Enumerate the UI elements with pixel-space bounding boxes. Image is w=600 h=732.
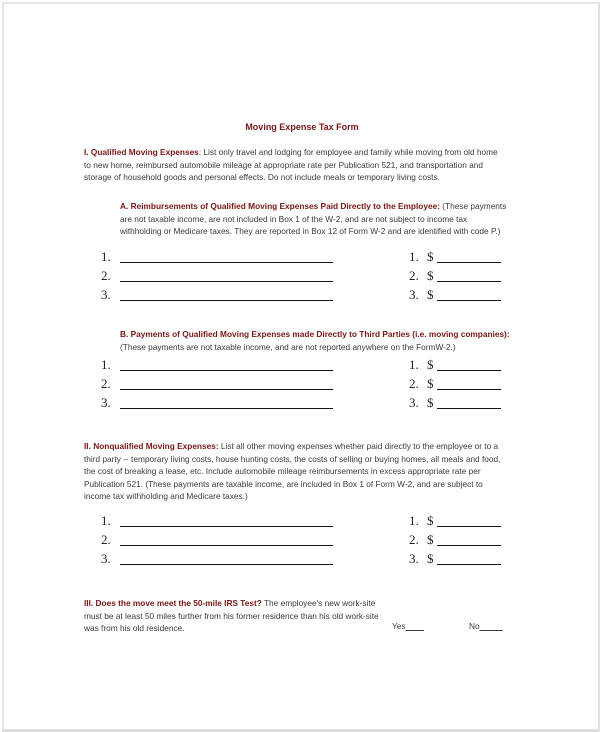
dollar-sign: $ (427, 287, 434, 302)
no-field[interactable] (469, 621, 503, 631)
dollar-sign: $ (427, 551, 434, 566)
yes-blank[interactable]: ____ (405, 621, 425, 631)
no-blank[interactable]: _____ (479, 621, 503, 631)
amount-line[interactable] (437, 526, 501, 527)
row-number: 3. (101, 551, 111, 566)
section-body: List all other moving expenses whether paid directly to the employee or to a third party -- temporary living costs, house hunting costs, the costs of selling or buying homes, all meals and food, the cost of breaking a lease, etc. Include automobile mileage reimbursements in excess appropriate rate per Publication 521. (These payments are taxable income, are included in Box 1 of Form W-2, and are subject to income tax withholding and Medicare taxes.) (84, 441, 501, 502)
row-number: 1. (101, 357, 111, 372)
section-heading: B. Payments of Qualified Moving Expenses made Directly to Third Parties (i.e. moving companies): (120, 329, 510, 339)
row-number: 2. (409, 532, 419, 547)
yes-label: Yes (392, 621, 406, 631)
row-number: 3. (409, 551, 419, 566)
section-b-amount-field-3[interactable] (409, 395, 509, 413)
document-page (2, 2, 600, 732)
row-number: 2. (409, 376, 419, 391)
section-2-amount-field-3[interactable] (409, 551, 509, 569)
blank-line[interactable] (120, 526, 333, 527)
dollar-sign: $ (427, 513, 434, 528)
section-50-mile-test (84, 597, 384, 635)
dollar-sign: $ (427, 395, 434, 410)
no-label: No (469, 621, 480, 631)
row-number: 1. (409, 249, 419, 264)
row-number: 3. (101, 287, 111, 302)
section-heading: A. Reimbursements of Qualified Moving Expenses Paid Directly to the Employee: (120, 201, 440, 211)
amount-line[interactable] (437, 300, 501, 301)
row-number: 3. (409, 287, 419, 302)
section-heading: I. Qualified Moving Expenses (84, 147, 199, 157)
section-a-amount-field-2[interactable] (409, 268, 509, 286)
section-a-description-field-2[interactable] (101, 268, 341, 286)
section-nonqualified-expenses (84, 440, 504, 503)
dollar-sign: $ (427, 376, 434, 391)
section-2-amount-field-1[interactable] (409, 513, 509, 531)
amount-line[interactable] (437, 370, 501, 371)
dollar-sign: $ (427, 532, 434, 547)
row-number: 3. (409, 395, 419, 410)
row-number: 2. (101, 532, 111, 547)
amount-line[interactable] (437, 281, 501, 282)
blank-line[interactable] (120, 545, 333, 546)
dollar-sign: $ (427, 268, 434, 283)
dollar-sign: $ (427, 357, 434, 372)
blank-line[interactable] (120, 370, 333, 371)
section-body: The employee's new work-site must be at least 50 miles further from his former residence than his old work-site was from his old residence. (84, 598, 379, 634)
dollar-sign: $ (427, 249, 434, 264)
blank-line[interactable] (120, 408, 333, 409)
section-heading: II. Nonqualified Moving Expenses: (84, 441, 219, 451)
blank-line[interactable] (120, 300, 333, 301)
row-number: 1. (409, 513, 419, 528)
row-number: 2. (101, 376, 111, 391)
section-body: (These payments are not taxable income, are not included in Box 1 of the W-2, and are not subject to income tax withholding or Medicare taxes. They are reported in Box 12 of Form W-2 and are identified with code P.) (120, 201, 507, 237)
section-b-description-field-3[interactable] (101, 395, 341, 413)
blank-line[interactable] (120, 281, 333, 282)
amount-line[interactable] (437, 262, 501, 263)
yes-field[interactable] (392, 621, 424, 631)
section-a-description-field-3[interactable] (101, 287, 341, 305)
row-number: 2. (101, 268, 111, 283)
blank-line[interactable] (120, 389, 333, 390)
row-number: 3. (101, 395, 111, 410)
row-number: 2. (409, 268, 419, 283)
blank-line[interactable] (120, 564, 333, 565)
section-a-amount-field-1[interactable] (409, 249, 509, 267)
row-number: 1. (101, 249, 111, 264)
row-number: 1. (409, 357, 419, 372)
section-2-description-field-1[interactable] (101, 513, 341, 531)
amount-line[interactable] (437, 564, 501, 565)
section-heading: III. Does the move meet the 50-mile IRS Test? (84, 598, 262, 608)
section-2-description-field-3[interactable] (101, 551, 341, 569)
row-number: 1. (101, 513, 111, 528)
amount-line[interactable] (437, 389, 501, 390)
blank-line[interactable] (120, 262, 333, 263)
section-2-amount-field-2[interactable] (409, 532, 509, 550)
page-title: Moving Expense Tax Form (245, 122, 359, 132)
section-2-description-field-2[interactable] (101, 532, 341, 550)
amount-line[interactable] (437, 545, 501, 546)
section-qualified-expenses (84, 146, 504, 184)
section-a-description-field-1[interactable] (101, 249, 341, 267)
section-a-reimbursements (120, 200, 510, 238)
section-a-amount-field-3[interactable] (409, 287, 509, 305)
section-b-description-field-2[interactable] (101, 376, 341, 394)
section-b-description-field-1[interactable] (101, 357, 341, 375)
section-b-amount-field-1[interactable] (409, 357, 509, 375)
amount-line[interactable] (437, 408, 501, 409)
section-body: (These payments are not taxable income, and are not reported anywhere on the FormW-2.) (120, 341, 456, 352)
section-b-amount-field-2[interactable] (409, 376, 509, 394)
section-b-third-party-payments (120, 328, 510, 353)
section-body: : List only travel and lodging for employee and family while moving from old home to new home, reimbursed automobile mileage at appropriate rate per Publication 521, and transportation and storage of household goods and personal effects. Do not include meals or temporary living costs. (84, 147, 498, 183)
